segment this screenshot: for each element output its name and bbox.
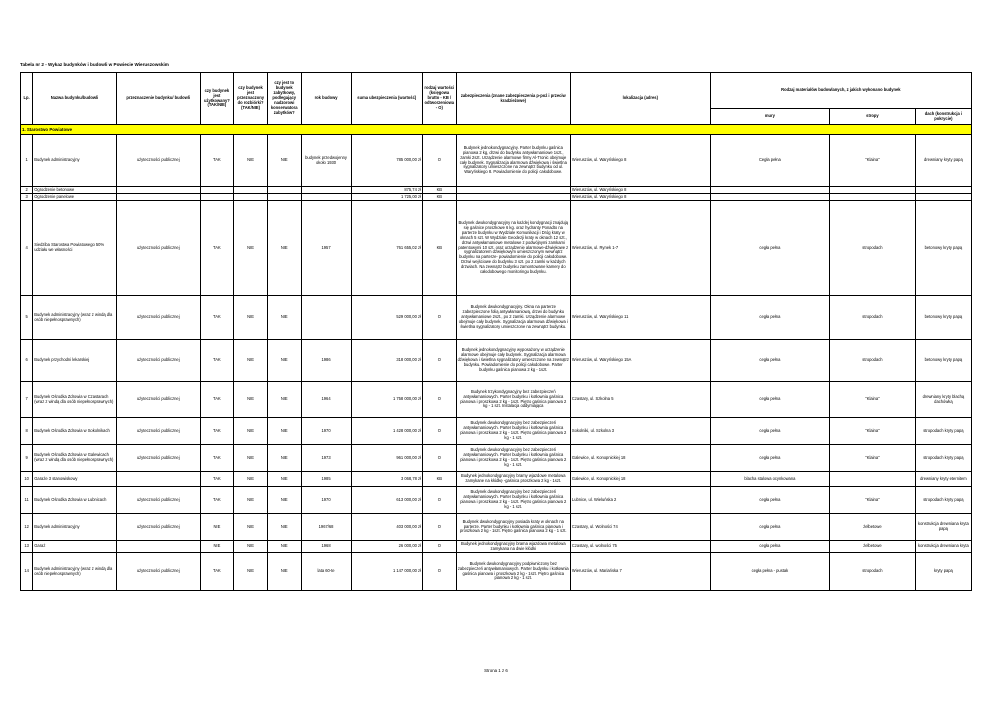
year-cell: 1970: [301, 418, 351, 445]
table-row: [21, 553, 972, 591]
monument-cell: NIE: [267, 382, 301, 418]
name-cell: Budynek Ośrodka Zdrowia w Sokolnikach: [33, 418, 117, 445]
header-mury: mury: [710, 109, 829, 125]
name-cell: Garaże 3 stanowiskowy: [33, 472, 117, 487]
monument-cell: NIE: [267, 514, 301, 541]
name-cell: Ogrodzenie panelowe: [33, 194, 117, 201]
monument-cell: NIE: [267, 445, 301, 472]
sum-insured-cell: 318 000,00 zł: [351, 340, 422, 382]
header-dach: dach (konstrukcja i pokrycie): [915, 109, 971, 125]
purpose-cell: użyteczności publicznej: [116, 382, 200, 418]
sum-insured-cell: 875,74 zł: [351, 187, 422, 194]
security-cell: Budynek dwukondygnacyjny na każdej kondygnacji znajdują się gaśnice proszkowe 6 kg. oraz hydranty Ponadto na parterze budynku w Wydziale Komunikacji i Dróg kraty w oknach 5 szt. W Wydziale Geodezji kraty w oknach 12 szt., drzwi antywłamaniowe metalowe z podwójnymi zamkami patentowymi 10 szt. oraz urządzenie alarmowe-dźwiękowe z sygnalizatorem dźwiękowym umieszczonym wewnątrz budynku na parterze- powiadomienie do policji całodobowe. Drzwi wejściowe do budynku 3 szt. po 2 zamki w każdych drzwiach. Na zewnątrz budynku zamontowane kamery do całodobowego monitoringu budynku.: [456, 201, 570, 296]
security-cell: Budynek dwukondygnacyjny posiada kraty w oknach na parterze. Parter budynku i kotłownia gaśnica pianowa i proszkowa 2 kg - 1szt. Piętro gaśnica pianowa 2 kg - 1 szt.: [456, 514, 570, 541]
security-cell: Budynek trzykondygnacyjny bez zabezpieczeń antywłamaniowych. Parter budynku i kotłownia gaśnica pianowa i proszkowa 2 kg - 1szt. Piętro gaśnica pianowa 2 kg - 1 szt. Instalacja oddymiająca: [456, 382, 570, 418]
purpose-cell: użyteczności publicznej: [116, 445, 200, 472]
year-cell: [301, 296, 351, 340]
lp-cell: 11: [21, 487, 33, 514]
purpose-cell: użyteczności publicznej: [116, 340, 200, 382]
location-cell: Galewice, ul. Konopnickiej 18: [570, 445, 710, 472]
security-cell: Budynek dwukondygnacyjny bez zabezpieczeń antywłamaniowych. Parter budynku i kotłownia gaśnica pianowa i proszkowa 2 kg - 1szt. Piętro gaśnica pianowa 2 kg - 1 szt.: [456, 445, 570, 472]
monument-cell: NIE: [267, 201, 301, 296]
ceilings-cell: żelbetowe: [830, 541, 916, 553]
year-cell: 1986: [301, 340, 351, 382]
in-use-cell: TAK: [200, 340, 234, 382]
monument-cell: NIE: [267, 135, 301, 187]
header-zabytek: czy jest to budynek zabytkowy, podlegający nadzorowi konserwatora zabytków?: [267, 73, 301, 125]
demolition-cell: [234, 187, 268, 194]
table-row: [21, 187, 972, 194]
table-row: [21, 541, 972, 553]
sum-insured-cell: 403 000,00 zł: [351, 514, 422, 541]
purpose-cell: użyteczności publicznej: [116, 487, 200, 514]
roof-cell: konstrukcja drewniana kryta: [915, 541, 971, 553]
location-cell: Czastary, ul. wolności 75: [570, 541, 710, 553]
security-cell: Budynek dwukondygnacyjny. Okna na parterze zabezpieczone folią antywłamaniową, drzwi do budynku antywłamaniowe 2szt., po 2 zamki. Urządzenie alarmowe obejmuje cały budynek. Sygnalizacja alarmowa dźwiękowa i świetlna sygnalizatory umieszczone na zewnątrz budynku.: [456, 296, 570, 340]
demolition-cell: NIE: [234, 472, 268, 487]
value-type-cell: O: [422, 135, 456, 187]
purpose-cell: [116, 472, 200, 487]
purpose-cell: użyteczności publicznej: [116, 201, 200, 296]
year-cell: 1973: [301, 445, 351, 472]
ceilings-cell: "Klaina": [830, 382, 916, 418]
walls-cell: cegła pełna: [710, 514, 829, 541]
value-type-cell: O: [422, 340, 456, 382]
in-use-cell: TAK: [200, 201, 234, 296]
name-cell: Budynek Ośrodka Zdrowia w Galewicach (wraz z windą dla osób niepełnosprawnych): [33, 445, 117, 472]
demolition-cell: NIE: [234, 296, 268, 340]
roof-cell: konstrukcja drewniana kryta papą: [915, 514, 971, 541]
location-cell: Wieruszów, ul. Waryńskiego 8: [570, 194, 710, 201]
table-title: Tabela nr 2 - Wykaz budynków i budowli w Powiecie Wieruszowskim: [20, 62, 169, 67]
sum-insured-cell: 26 000,00 zł: [351, 541, 422, 553]
roof-cell: [915, 187, 971, 194]
buildings-table: [20, 72, 972, 591]
purpose-cell: [116, 541, 200, 553]
value-type-cell: KB: [422, 187, 456, 194]
year-cell: [301, 194, 351, 201]
header-przeznaczenie: przeznaczenie budynku/ budowli: [116, 73, 200, 125]
monument-cell: NIE: [267, 487, 301, 514]
ceilings-cell: stropodach: [830, 553, 916, 591]
monument-cell: [267, 187, 301, 194]
in-use-cell: NIE: [200, 514, 234, 541]
lp-cell: 12: [21, 514, 33, 541]
sum-insured-cell: 961 000,00 zł: [351, 445, 422, 472]
year-cell: 1957: [301, 201, 351, 296]
lp-cell: 3: [21, 194, 33, 201]
walls-cell: cegła pełna: [710, 201, 829, 296]
section-label: 1. Starostwo Powiatowe: [21, 125, 972, 135]
monument-cell: NIE: [267, 296, 301, 340]
lp-cell: 8: [21, 418, 33, 445]
in-use-cell: TAK: [200, 445, 234, 472]
header-uzytkowany: czy budynek jest użytkowany? (TAK/NIE): [200, 73, 234, 125]
purpose-cell: [116, 194, 200, 201]
in-use-cell: [200, 194, 234, 201]
security-cell: Budynek jednokondygnacyjny. Parter budynku gaśnica pianowa 2 kg, drzwi do budynku antywłamaniowe 1szt., zamki 2szt. Urządzenie alarmowe firmy Al-Tronic obejmuje cały budynek. Sygnalizacja alarmowa dźwiękowa i świetlna sygnalizatory umieszczone na zewnątrz budynku od ul. Waryńskiego 8. Powiadomienie do policji całodobowe.: [456, 135, 570, 187]
header-rozbiorka: czy budynek jest przeznaczony do rozbiórki? (TAK/NIE): [234, 73, 268, 125]
section-row: [21, 125, 972, 135]
header-rok: rok budowy: [301, 73, 351, 125]
lp-cell: 13: [21, 541, 33, 553]
value-type-cell: O: [422, 487, 456, 514]
sum-insured-cell: 1 758 000,00 zł: [351, 382, 422, 418]
walls-cell: [710, 194, 829, 201]
table-row: [21, 472, 972, 487]
demolition-cell: NIE: [234, 418, 268, 445]
location-cell: Wieruszów, ul. Waryńskiego 11: [570, 296, 710, 340]
ceilings-cell: [830, 187, 916, 194]
value-type-cell: O: [422, 418, 456, 445]
location-cell: Wieruszów, ul. Waryńskiego 15A: [570, 340, 710, 382]
sum-insured-cell: 1 725,00 zł: [351, 194, 422, 201]
location-cell: Wieruszów, ul. Waryńskiego 8: [570, 135, 710, 187]
value-type-cell: O: [422, 553, 456, 591]
lp-cell: 7: [21, 382, 33, 418]
year-cell: budynek przedwojenny około 1930: [301, 135, 351, 187]
walls-cell: cegła pełna: [710, 487, 829, 514]
page-footer: Strona 1 z 6: [484, 668, 508, 673]
value-type-cell: O: [422, 296, 456, 340]
name-cell: Budynek administracyjny (wraz z windą dla osób niepełnosprawnych): [33, 296, 117, 340]
ceilings-cell: [830, 194, 916, 201]
year-cell: 1985: [301, 472, 351, 487]
location-cell: Sokolniki, ul. Szkolna 3: [570, 418, 710, 445]
walls-cell: cegła pełna: [710, 445, 829, 472]
name-cell: Budynek Ośrodka Zdrowia w Lubnicach: [33, 487, 117, 514]
security-cell: [456, 187, 570, 194]
header-rodzaj-wartosci: rodzaj wartości (księgowa brutto - KB / odtworzeniowa - O): [422, 73, 456, 125]
in-use-cell: TAK: [200, 553, 234, 591]
in-use-cell: TAK: [200, 296, 234, 340]
roof-cell: drewniany kryty blachą dachówką: [915, 382, 971, 418]
header-stropy: stropy: [830, 109, 916, 125]
monument-cell: NIE: [267, 553, 301, 591]
in-use-cell: [200, 187, 234, 194]
security-cell: Budynek dwukondygnacyjny bez zabezpieczeń antywłamaniowych. Parter budynku i kotłownia gaśnica pianowa i proszkowa 2 kg - 1szt. Piętro gaśnica pianowa 2 kg - 1 szt.: [456, 487, 570, 514]
roof-cell: drewniany kryty eternitem: [915, 472, 971, 487]
security-cell: Budynek jednokondygnacyjny wyposażony w urządzenie alarmowe obejmuje cały budynek. Sygnalizacja alarmowa dźwiękowa i świetlna sygnalizatory umieszczone na zewnątrz budynku. Powiadomienie do policji całodobowe. Parter budynku gaśnica pianowa 2 kg - 1szt.: [456, 340, 570, 382]
name-cell: Garaż: [33, 541, 117, 553]
demolition-cell: NIE: [234, 445, 268, 472]
demolition-cell: [234, 194, 268, 201]
name-cell: Ogrodzenie betonowe: [33, 187, 117, 194]
year-cell: 1970: [301, 487, 351, 514]
sum-insured-cell: 529 000,00 zł: [351, 296, 422, 340]
location-cell: Czastary, ul. Wolności 74: [570, 514, 710, 541]
lp-cell: 6: [21, 340, 33, 382]
table-row: [21, 194, 972, 201]
table-row: [21, 382, 972, 418]
name-cell: Budynek administracyjny: [33, 135, 117, 187]
ceilings-cell: "Klaina": [830, 135, 916, 187]
sum-insured-cell: 785 000,00 zł: [351, 135, 422, 187]
monument-cell: NIE: [267, 418, 301, 445]
roof-cell: betonowy kryty papą: [915, 201, 971, 296]
location-cell: Galewice, ul. Konopnickiej 18: [570, 472, 710, 487]
walls-cell: [710, 187, 829, 194]
lp-cell: 1: [21, 135, 33, 187]
lp-cell: 10: [21, 472, 33, 487]
header-lokalizacja: lokalizacja (adres): [570, 73, 710, 125]
ceilings-cell: [830, 472, 916, 487]
demolition-cell: NIE: [234, 541, 268, 553]
value-type-cell: O: [422, 514, 456, 541]
location-cell: Czastary, ul. Szkolna 5: [570, 382, 710, 418]
walls-cell: blacha stalowa ocynkowana: [710, 472, 829, 487]
lp-cell: 2: [21, 187, 33, 194]
year-cell: [301, 187, 351, 194]
roof-cell: betonowy kryty papą: [915, 296, 971, 340]
value-type-cell: KB: [422, 194, 456, 201]
location-cell: Wieruszów, ul. Rynek 1-7: [570, 201, 710, 296]
value-type-cell: O: [422, 445, 456, 472]
in-use-cell: TAK: [200, 135, 234, 187]
walls-cell: cegła pełna: [710, 296, 829, 340]
value-type-cell: KB: [422, 472, 456, 487]
year-cell: lata 60-te: [301, 553, 351, 591]
sum-insured-cell: 1 147 000,00 zł: [351, 553, 422, 591]
sum-insured-cell: 761 655,02 zł: [351, 201, 422, 296]
walls-cell: cegła pełna - pustak: [710, 553, 829, 591]
in-use-cell: TAK: [200, 382, 234, 418]
sum-insured-cell: 1 428 000,00 zł: [351, 418, 422, 445]
demolition-cell: NIE: [234, 553, 268, 591]
roof-cell: stropodach kryty papą: [915, 418, 971, 445]
walls-cell: Cegła pełna: [710, 135, 829, 187]
roof-cell: stropodach kryty papą: [915, 487, 971, 514]
location-cell: Wieruszów, ul. Mariańska 7: [570, 553, 710, 591]
name-cell: Siedziba Starostwa Powiatowego 50% udziału we własności: [33, 201, 117, 296]
header-lp: Lp.: [21, 73, 33, 125]
purpose-cell: użyteczności publicznej: [116, 553, 200, 591]
demolition-cell: NIE: [234, 382, 268, 418]
purpose-cell: [116, 187, 200, 194]
table-row: [21, 418, 972, 445]
table-row: [21, 296, 972, 340]
security-cell: Budynek jednokondygnacyjny bramy wjazdowe metalowa zamykane na kłódkę -gaśnica proszkowa 2 kg - 1szt.: [456, 472, 570, 487]
monument-cell: [267, 194, 301, 201]
monument-cell: NIE: [267, 340, 301, 382]
value-type-cell: O: [422, 382, 456, 418]
name-cell: Budynek przychodni lekarskiej: [33, 340, 117, 382]
table-row: [21, 135, 972, 187]
monument-cell: NIE: [267, 541, 301, 553]
value-type-cell: O: [422, 541, 456, 553]
table-row: [21, 445, 972, 472]
demolition-cell: NIE: [234, 201, 268, 296]
header-zabezpieczenia: zabezpieczenia (znane zabezpieczenia p-poż i przeciw kradzieżowe): [456, 73, 570, 125]
sum-insured-cell: 613 000,00 zł: [351, 487, 422, 514]
purpose-cell: użyteczności publicznej: [116, 418, 200, 445]
ceilings-cell: stropodach: [830, 296, 916, 340]
security-cell: [456, 194, 570, 201]
lp-cell: 5: [21, 296, 33, 340]
ceilings-cell: stropodach: [830, 340, 916, 382]
ceilings-cell: "Klaina": [830, 418, 916, 445]
demolition-cell: NIE: [234, 135, 268, 187]
lp-cell: 9: [21, 445, 33, 472]
location-cell: Lubnice, ul. Wieluńska 2: [570, 487, 710, 514]
lp-cell: 4: [21, 201, 33, 296]
purpose-cell: użyteczności publicznej: [116, 514, 200, 541]
table-row: [21, 487, 972, 514]
security-cell: Budynek jednokondygnacyjny brama wjazdowa metalowa zamykana na dwie kłódki: [456, 541, 570, 553]
in-use-cell: TAK: [200, 487, 234, 514]
ceilings-cell: "Klaina": [830, 445, 916, 472]
security-cell: Budynek dwukondygnacyjny bez zabezpieczeń antywłamaniowych. Parter budynku i kotłownia gaśnica pianowa i proszkowa 2 kg - 1szt. Piętro gaśnica pianowa 2 kg - 1 szt.: [456, 418, 570, 445]
walls-cell: cegła pełna: [710, 340, 829, 382]
demolition-cell: NIE: [234, 487, 268, 514]
monument-cell: NIE: [267, 472, 301, 487]
ceilings-cell: "Klaina": [830, 487, 916, 514]
in-use-cell: TAK: [200, 472, 234, 487]
table-row: [21, 514, 972, 541]
in-use-cell: NIE: [200, 541, 234, 553]
table-row: [21, 201, 972, 296]
purpose-cell: użyteczności publicznej: [116, 135, 200, 187]
name-cell: Budynek Ośrodka Zdrowia w Czastarach (wraz z windą dla osób niepełnosprawnych): [33, 382, 117, 418]
header-suma: suma ubezpieczenia (wartość): [351, 73, 422, 125]
sum-insured-cell: 3 068,78 zł: [351, 472, 422, 487]
value-type-cell: KB: [422, 201, 456, 296]
in-use-cell: TAK: [200, 418, 234, 445]
ceilings-cell: stropodach: [830, 201, 916, 296]
header-nazwa: Nazwa budynku/budowli: [33, 73, 117, 125]
lp-cell: 14: [21, 553, 33, 591]
walls-cell: cegła pełna: [710, 541, 829, 553]
walls-cell: cegła pełna: [710, 418, 829, 445]
purpose-cell: użyteczności publicznej: [116, 296, 200, 340]
name-cell: Budynek administracyjny: [33, 514, 117, 541]
roof-cell: drewniany kryty papą: [915, 135, 971, 187]
year-cell: 1968: [301, 541, 351, 553]
name-cell: Budynek administracyjny (wraz z windą dla osób niepełnosprawnych): [33, 553, 117, 591]
security-cell: Budynek dwukondygnacyjny podpiwniczony bez zabezpieczeń antywłamaniowych. Parter budynku i kotłownia gaśnica pianowa i proszkowa 2 kg - 1szt. Piętro gaśnica pianowa 2 kg - 1 szt.: [456, 553, 570, 591]
demolition-cell: NIE: [234, 514, 268, 541]
year-cell: 1967/68: [301, 514, 351, 541]
location-cell: Wieruszów, ul. Waryńskiego 8: [570, 187, 710, 194]
roof-cell: betonowy kryty papą: [915, 340, 971, 382]
table-row: [21, 340, 972, 382]
walls-cell: cegła pełna: [710, 382, 829, 418]
roof-cell: stropodach kryty papą: [915, 445, 971, 472]
header-materialy: Rodzaj materiałów budowlanych, z jakich wykonano budynek: [710, 73, 971, 109]
demolition-cell: NIE: [234, 340, 268, 382]
year-cell: 1964: [301, 382, 351, 418]
roof-cell: [915, 194, 971, 201]
ceilings-cell: żelbetowe: [830, 514, 916, 541]
roof-cell: kryty papą: [915, 553, 971, 591]
